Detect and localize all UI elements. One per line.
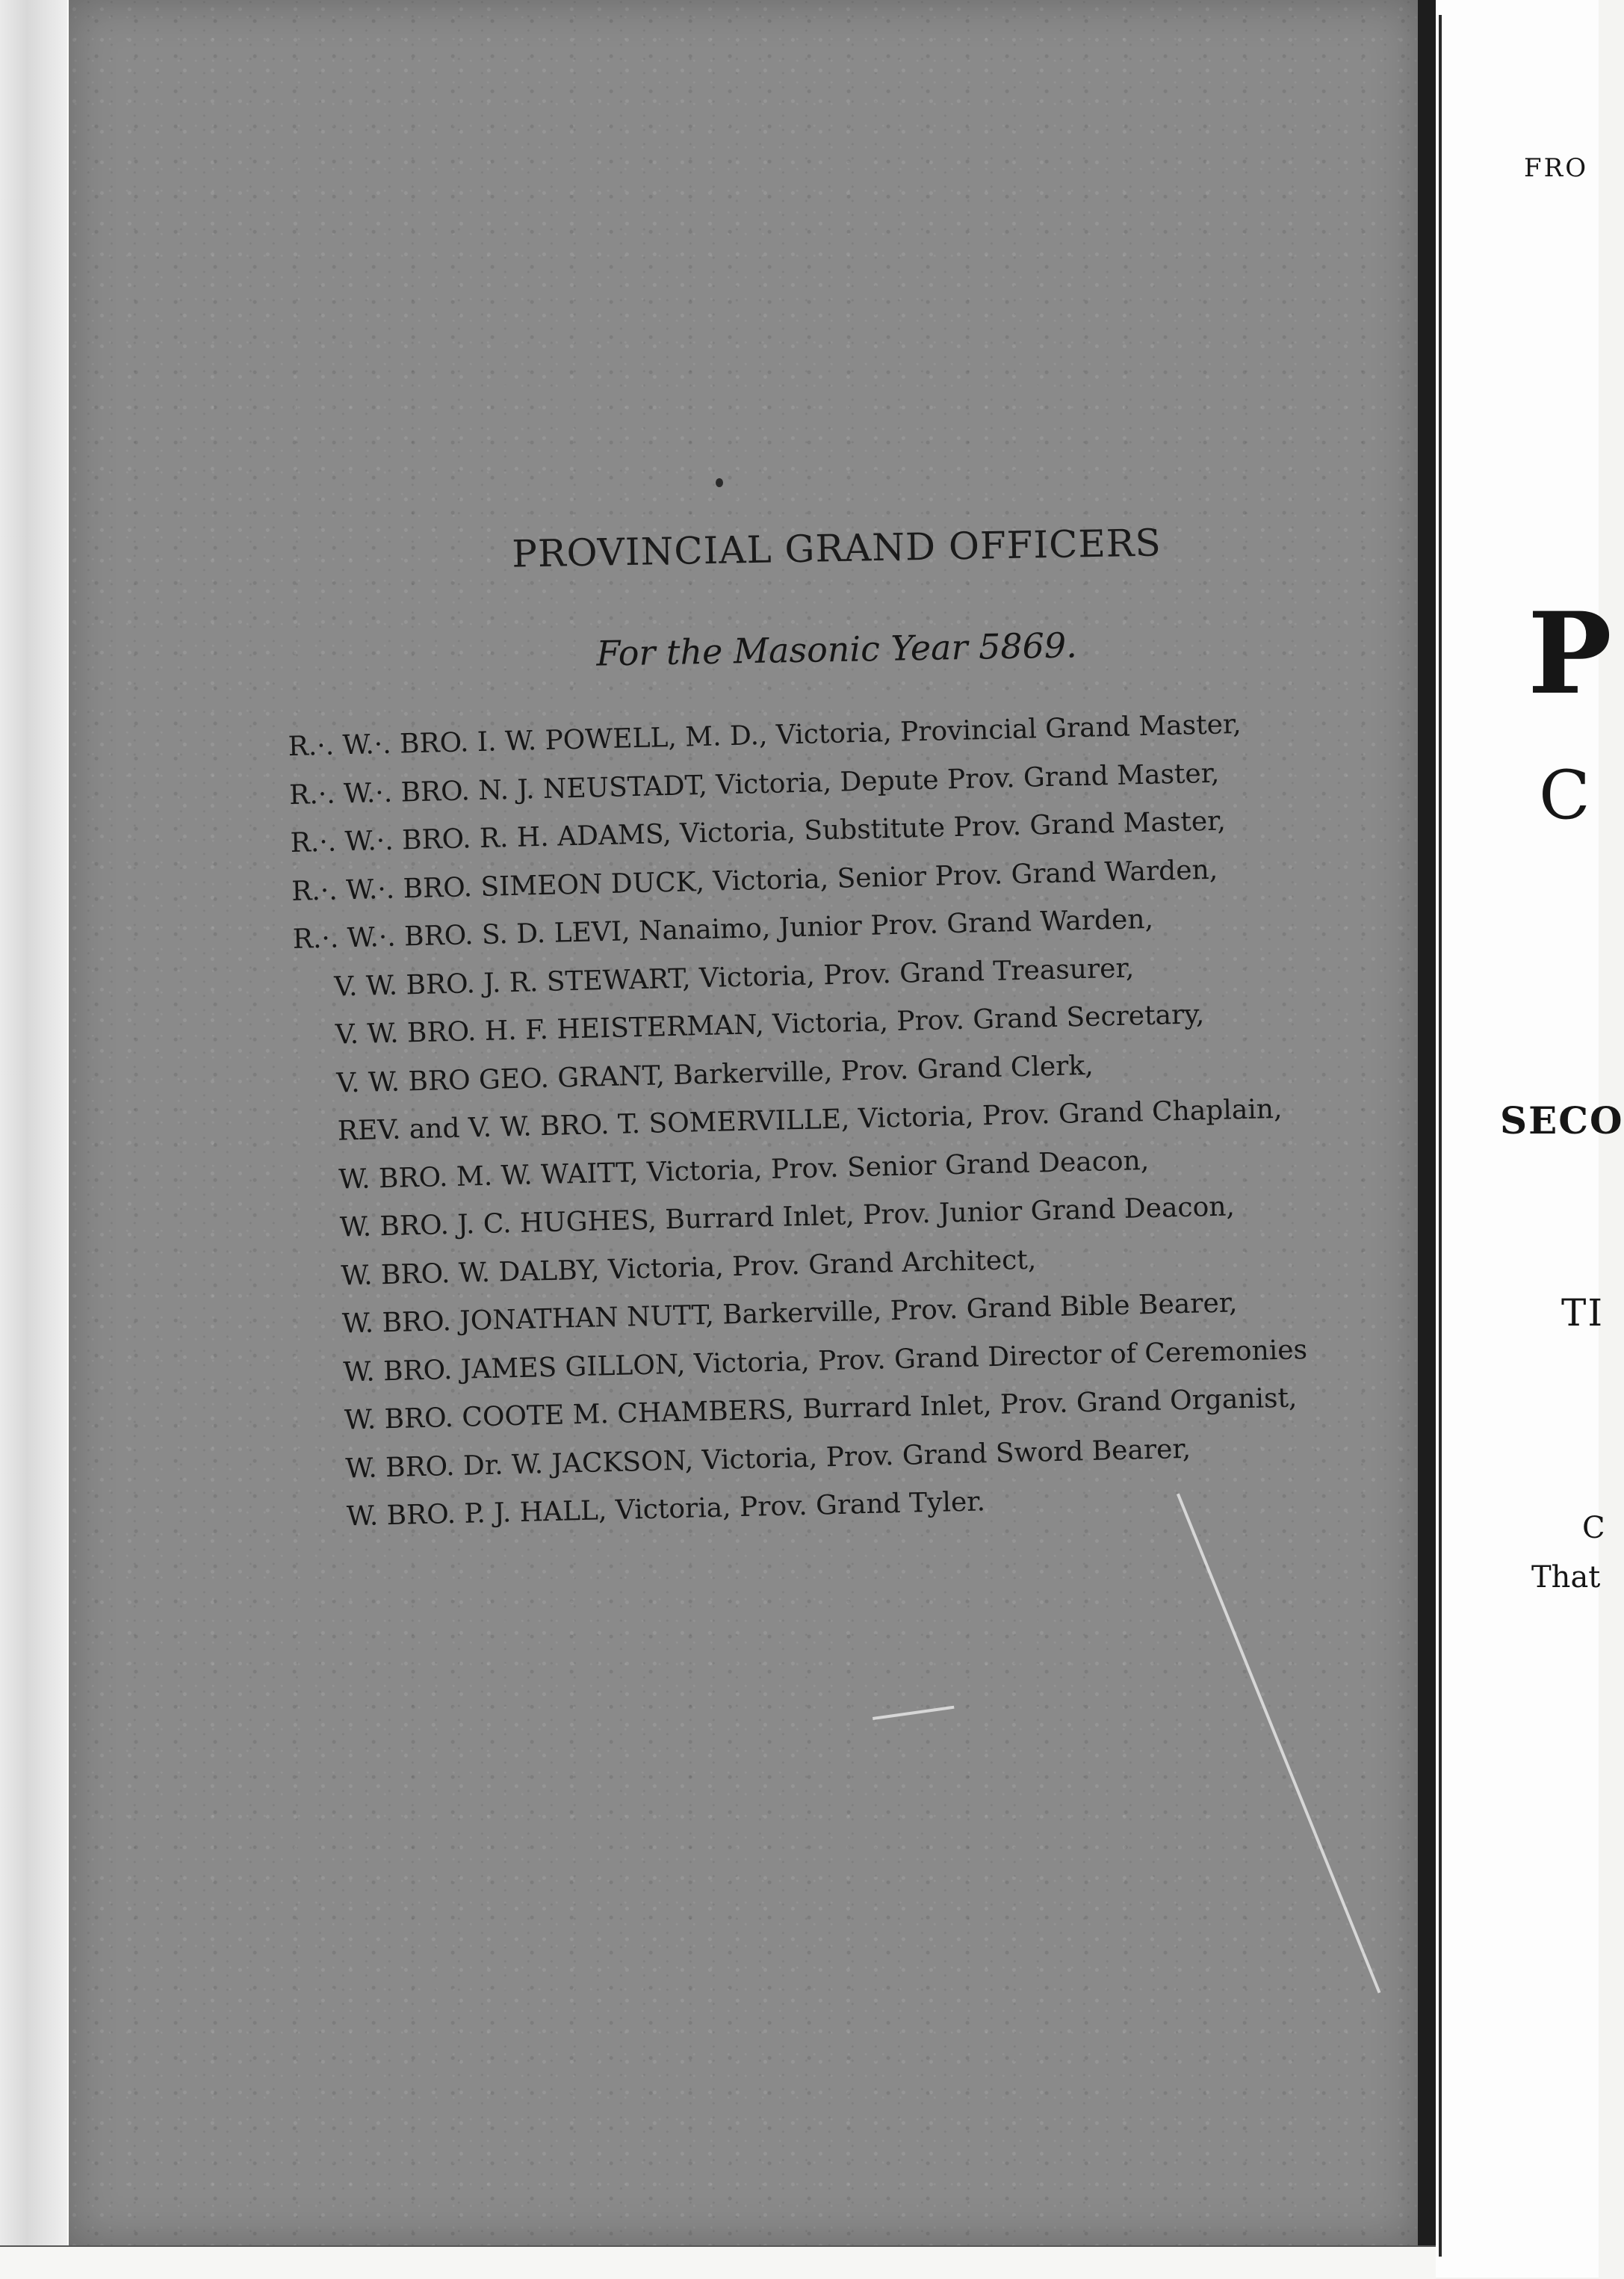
scanner-edge — [0, 0, 67, 2278]
officer-entry: V. W. BRO. J. R. STEWART, Victoria, Prov. Grand Treasurer, — [333, 952, 1135, 1003]
officer-entry: REV. and V. W. BRO. T. SOMERVILLE, Victoria, Prov. Grand Chaplain, — [337, 1093, 1283, 1147]
ink-spot — [716, 478, 723, 487]
officer-entry: W. BRO. M. W. WAITT, Victoria, Prov. Senior Grand Deacon, — [338, 1145, 1150, 1196]
right-page-initial-p: P — [1528, 588, 1612, 720]
right-page-c-text: C — [1582, 1511, 1605, 1545]
officer-entry: V. W. BRO GEO. GRANT, Barkerville, Prov. Grand Clerk, — [335, 1050, 1094, 1099]
scan-bottom-edge — [0, 2245, 1436, 2279]
right-page-from-text: FRO — [1524, 153, 1589, 183]
page-title: PROVINCIAL GRAND OFFICERS — [511, 521, 1162, 576]
officer-entry: W. BRO. Dr. W. JACKSON, Victoria, Prov. Grand Sword Bearer, — [345, 1433, 1191, 1484]
officer-entry: R.·. W.·. BRO. N. J. NEUSTADT, Victoria, Depute Prov. Grand Master, — [288, 758, 1220, 811]
officer-entry: W. BRO. W. DALBY, Victoria, Prov. Grand Architect, — [340, 1244, 1037, 1292]
officer-entry: R.·. W.·. BRO. I. W. POWELL, M. D., Victoria, Provincial Grand Master, — [288, 708, 1242, 762]
officer-entry: W. BRO. P. J. HALL, Victoria, Prov. Grand Tyler. — [346, 1486, 986, 1533]
right-page-initial-c: C — [1539, 756, 1590, 835]
right-page-seco-text: SECO — [1500, 1098, 1624, 1142]
right-page-that-text: That — [1531, 1560, 1601, 1595]
page-gutter — [1418, 0, 1436, 2278]
officer-entry: R.·. W.·. BRO. S. D. LEVI, Nanaimo, Junior Prov. Grand Warden, — [292, 903, 1154, 955]
officer-entry: V. W. BRO. H. F. HEISTERMAN, Victoria, Prov. Grand Secretary, — [335, 999, 1205, 1051]
right-page-rule — [1439, 15, 1442, 2257]
officer-entry: W. BRO. COOTE M. CHAMBERS, Burrard Inlet, Prov. Grand Organist, — [344, 1382, 1298, 1436]
officer-list — [288, 697, 1412, 1542]
officer-entry: W. BRO. JONATHAN NUTT, Barkerville, Prov. Grand Bible Bearer, — [341, 1287, 1238, 1340]
officer-entry: R.·. W.·. BRO. SIMEON DUCK, Victoria, Senior Prov. Grand Warden, — [291, 854, 1218, 907]
officer-entry: W. BRO. J. C. HUGHES, Burrard Inlet, Prov. Junior Grand Deacon, — [339, 1191, 1236, 1243]
officer-entry: R.·. W.·. BRO. R. H. ADAMS, Victoria, Substitute Prov. Grand Master, — [290, 805, 1227, 859]
right-page-t-text: TI — [1561, 1291, 1605, 1335]
page-subtitle: For the Masonic Year 5869. — [595, 625, 1078, 674]
officer-entry: W. BRO. JAMES GILLON, Victoria, Prov. Grand Director of Ceremonies — [342, 1334, 1308, 1388]
